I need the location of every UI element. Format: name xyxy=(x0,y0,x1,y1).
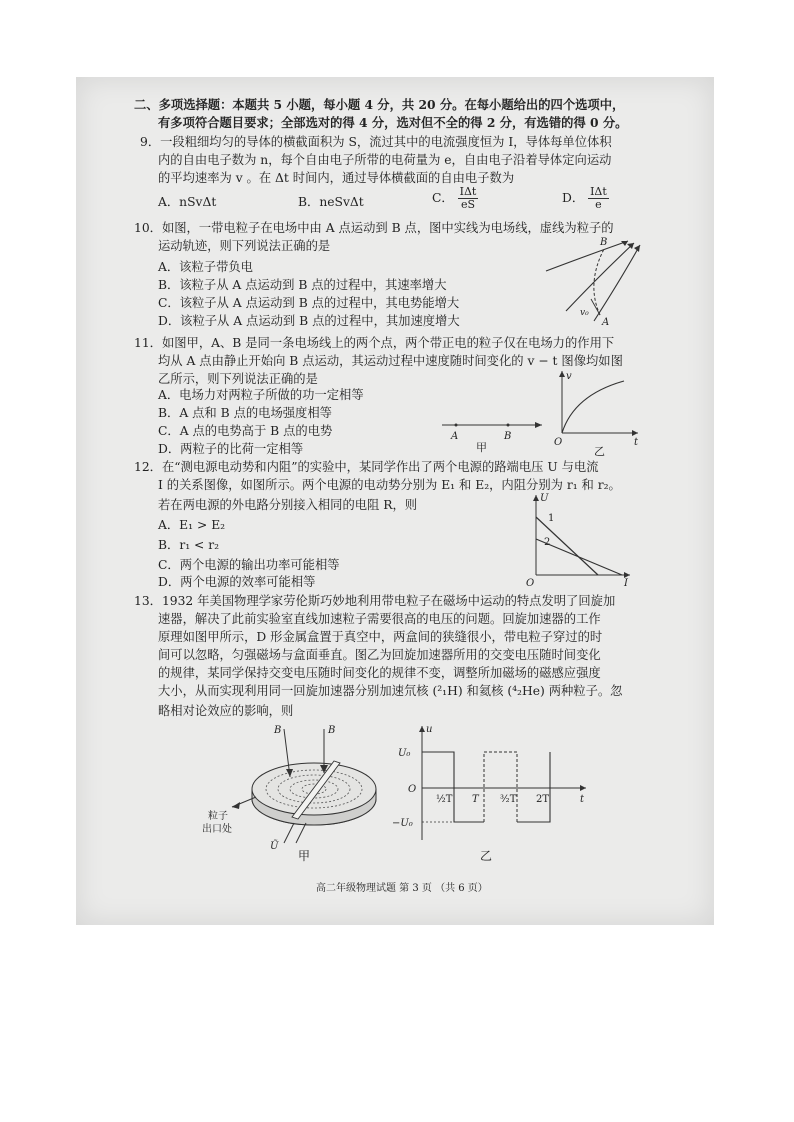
q13-stem-5: 的规律，某同学保持交变电压随时间变化的规律不变，调整所加磁场的磁感应强度 xyxy=(158,666,601,680)
q12-option-c: C．两个电源的输出功率可能相等 xyxy=(158,558,340,572)
q12-stem-1: 12．在“测电源电动势和内阻”的实验中，某同学作出了两个电源的路端电压 U 与电流 xyxy=(134,460,599,474)
q10-stem-1: 10．如图，一带电粒子在电场中由 A 点运动到 B 点，图中实线为电场线，虚线为粒子的 xyxy=(134,221,614,235)
point-a-label: A xyxy=(451,431,459,442)
q9-option-d-fraction xyxy=(588,186,609,211)
q12-option-d: D．两个电源的效率可能相等 xyxy=(158,575,316,589)
line-2-label: 2 xyxy=(544,537,551,548)
field-line-1 xyxy=(546,241,628,271)
q13-stem-6: 大小，从而实现利用同一回旋加速器分别加速氘核 (²₁H) 和氦核 (⁴₂He) 两种粒子。忽 xyxy=(158,684,623,698)
point-b-label: B xyxy=(504,431,512,442)
vt-curve xyxy=(562,381,624,433)
q10-stem-2: 运动轨迹，则下列说法正确的是 xyxy=(158,239,331,253)
q11-stem-3: 乙所示，则下列说法正确的是 xyxy=(158,372,318,386)
q9-d-denominator: e xyxy=(595,198,602,211)
q12-stem-2: I 的关系图像，如图所示。两个电源的电动势分别为 E₁ 和 E₂，内阻分别为 r₁ 和 r₂。 xyxy=(158,478,621,492)
velocity-vector xyxy=(591,299,600,315)
point-b-label: B xyxy=(600,237,608,248)
voltage-dashed xyxy=(484,752,517,822)
trajectory xyxy=(594,249,604,315)
q9-stem-3: 的平均速率为 v 。在 Δt 时间内，通过导体横截面的自由电子数为 xyxy=(158,171,515,185)
q11-stem-1: 11．如图甲，A、B 是同一条电场线上的两个点，两个带正电的粒子仅在电场力的作用下 xyxy=(134,336,615,350)
voltage-solid-2 xyxy=(517,752,550,822)
q13-stem-1: 13．1932 年美国物理学家劳伦斯巧妙地利用带电粒子在磁场中运动的特点发明了回旋加 xyxy=(134,594,616,608)
q11-figure-jia xyxy=(438,413,548,453)
q13-figure-yi-caption: 乙 xyxy=(480,849,493,863)
q11-option-a: A．电场力对两粒子所做的功一定相等 xyxy=(158,388,364,402)
origin-label: O xyxy=(526,578,535,587)
v-axis-arrow xyxy=(559,371,565,377)
q10-option-a: A．该粒子带负电 xyxy=(158,260,253,274)
u-axis-arrow xyxy=(419,726,425,732)
three-half-t-tick: ³⁄₂T xyxy=(500,794,517,805)
t-tick: T xyxy=(472,794,479,805)
q9-d-numerator: IΔt xyxy=(590,185,607,198)
point-a-dot xyxy=(455,424,458,427)
page-footer: 高二年级物理试题 第 3 页 （共 6 页） xyxy=(316,883,488,894)
point-b-dot xyxy=(507,424,510,427)
line-1-label: 1 xyxy=(548,513,555,524)
q10-option-d: D．该粒子从 A 点运动到 B 点的过程中，其加速度增大 xyxy=(158,314,460,328)
t-axis-label: t xyxy=(634,437,639,448)
q12-stem-3: 若在两电源的外电路分别接入相同的电阻 R，则 xyxy=(158,498,418,512)
two-t-tick: 2T xyxy=(536,794,550,805)
section-heading-line2: 有多项符合题目要求；全部选对的得 4 分，选对但不全的得 2 分，有选错的得 0 分。 xyxy=(158,115,628,130)
q12-option-a: A．E₁ > E₂ xyxy=(158,518,226,532)
t-axis-arrow xyxy=(580,785,586,791)
origin-label: O xyxy=(408,784,417,795)
q9-option-c-label: C． xyxy=(432,191,454,205)
v-axis-label: v xyxy=(566,371,572,382)
q10-option-c: C．该粒子从 A 点运动到 B 点的过程中，其电势能增大 xyxy=(158,296,460,310)
q11-option-d: D．两粒子的比荷一定相等 xyxy=(158,442,304,456)
q11-vt-graph xyxy=(554,367,644,457)
u-axis-label: U xyxy=(540,493,549,504)
q13-figure-jia-caption: 甲 xyxy=(298,849,311,863)
u-axis-arrow xyxy=(533,495,539,501)
voltage-solid-1 xyxy=(422,752,484,822)
exit-pointer-arrow xyxy=(232,802,240,809)
b-label-1: B xyxy=(274,725,282,736)
v0-label: v₀ xyxy=(580,308,589,318)
q13-voltage-graph xyxy=(392,722,592,852)
q12-ui-graph xyxy=(524,491,636,587)
q9-stem-1: 9．一段粗细均匀的导体的横截面积为 S，流过其中的电流强度恒为 I，导体每单位体积 xyxy=(140,135,612,149)
t-axis-label: t xyxy=(580,794,585,805)
figure-jia-caption: 甲 xyxy=(476,441,487,453)
q9-option-d-label: D． xyxy=(562,191,585,205)
q12-option-b: B．r₁ < r₂ xyxy=(158,538,220,552)
b-label-2: B xyxy=(328,725,336,736)
u-axis-label: u xyxy=(426,724,433,735)
q13-cyclotron-figure xyxy=(194,719,384,859)
field-line-2 xyxy=(566,243,634,311)
t-axis-arrow xyxy=(632,430,638,436)
lead-wire-2 xyxy=(296,823,306,843)
u0-label: U₀ xyxy=(398,748,411,759)
q13-stem-4: 间可以忽略，匀强磁场与盒面垂直。图乙为回旋加速器所用的交变电压随时间变化 xyxy=(158,648,601,662)
q9-c-denominator: eS xyxy=(460,198,476,211)
field-line-arrow xyxy=(535,422,542,428)
q9-option-a: A．nSvΔt xyxy=(158,195,217,209)
q11-option-c: C．A 点的电势高于 B 点的电势 xyxy=(158,424,333,438)
origin-label: O xyxy=(554,437,563,448)
q9-c-numerator: IΔt xyxy=(459,185,477,198)
lead-wire-1 xyxy=(284,823,294,843)
exit-label-1: 粒子 xyxy=(208,811,228,822)
q11-option-b: B．A 点和 B 点的电场强度相等 xyxy=(158,406,332,420)
half-t-tick: ½T xyxy=(436,794,453,805)
q11-stem-2: 均从 A 点由静止开始向 B 点运动，其运动过程中速度随时间变化的 v − t 图像均如图 xyxy=(158,354,623,368)
q13-stem-2: 速器，解决了此前实验室直线加速粒子需要很高的电压的问题。回旋加速器的工作 xyxy=(158,612,601,626)
q9-option-b: B．neSvΔt xyxy=(298,195,364,209)
section-heading: 二、多项选择题：本题共 5 小题，每小题 4 分，共 20 分。在每小题给出的四个选项中， xyxy=(134,97,625,112)
point-a-label: A xyxy=(602,317,610,327)
i-axis-label: I xyxy=(624,578,628,587)
q9-option-c-fraction xyxy=(458,186,479,211)
neg-u0-label: −U₀ xyxy=(392,818,413,829)
exam-page xyxy=(76,77,714,925)
ac-voltage-label: Ũ xyxy=(270,841,279,852)
q9-option-c xyxy=(432,186,478,211)
q9-option-d xyxy=(562,186,609,211)
q9-stem-2: 内的自由电子数为 n，每个自由电子所带的电荷量为 e，自由电子沿着导体定向运动 xyxy=(158,153,612,167)
figure-yi-caption: 乙 xyxy=(594,445,605,457)
q10-field-figure xyxy=(536,229,656,327)
q13-stem-3: 原理如图甲所示，D 形金属盒置于真空中，两盒间的狭缝很小，带电粒子穿过的时 xyxy=(158,630,603,644)
q13-stem-7: 略相对论效应的影响，则 xyxy=(158,704,294,718)
q10-option-b: B．该粒子从 A 点运动到 B 点的过程中，其速率增大 xyxy=(158,278,447,292)
exit-label-2: 出口处 xyxy=(202,824,232,835)
